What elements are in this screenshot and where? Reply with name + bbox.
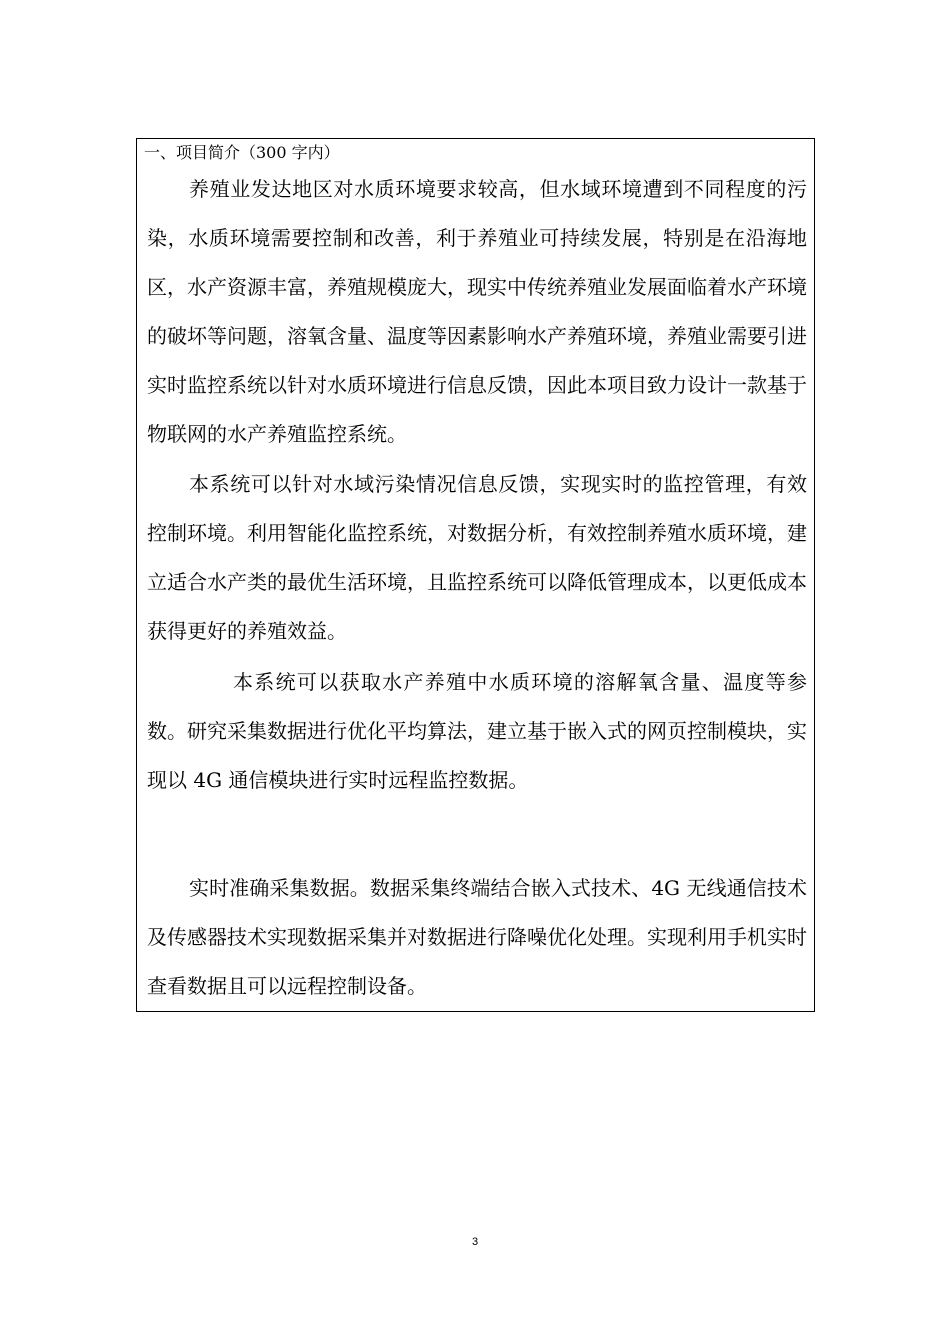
- project-intro-box: [136, 138, 815, 1012]
- section-heading: 一、项目简介（300 字内）: [144, 143, 340, 162]
- intro-paragraph-parameters: 本系统可以获取水产养殖中水质环境的溶解氧含量、温度等参数。研究采集数据进行优化平均算法，建立基于嵌入式的网页控制模块，实现以 4G 通信模块进行实时远程监控数据。: [147, 670, 807, 792]
- intro-paragraph-data-collection: 实时准确采集数据。数据采集终端结合嵌入式技术、4G 无线通信技术及传感器技术实现数据采集并对数据进行降噪优化处理。实现利用手机实时查看数据且可以远程控制设备。: [147, 876, 807, 998]
- intro-paragraph-function: 本系统可以针对水域污染情况信息反馈，实现实时的监控管理，有效控制环境。利用智能化监控系统，对数据分析，有效控制养殖水质环境，建立适合水产类的最优生活环境，且监控系统可以降低管理成本，以更低成本获得更好的养殖效益。: [147, 472, 807, 643]
- page-number: 3: [471, 1236, 479, 1248]
- intro-paragraph-background: 养殖业发达地区对水质环境要求较高，但水域环境遭到不同程度的污染，水质环境需要控制和改善，利于养殖业可持续发展，特别是在沿海地区，水产资源丰富，养殖规模庞大，现实中传统养殖业发展面临着水产环境的破坏等问题，溶氧含量、温度等因素影响水产养殖环境，养殖业需要引进实时监控系统以针对水质环境进行信息反馈，因此本项目致力设计一款基于物联网的水产养殖监控系统。: [147, 177, 807, 446]
